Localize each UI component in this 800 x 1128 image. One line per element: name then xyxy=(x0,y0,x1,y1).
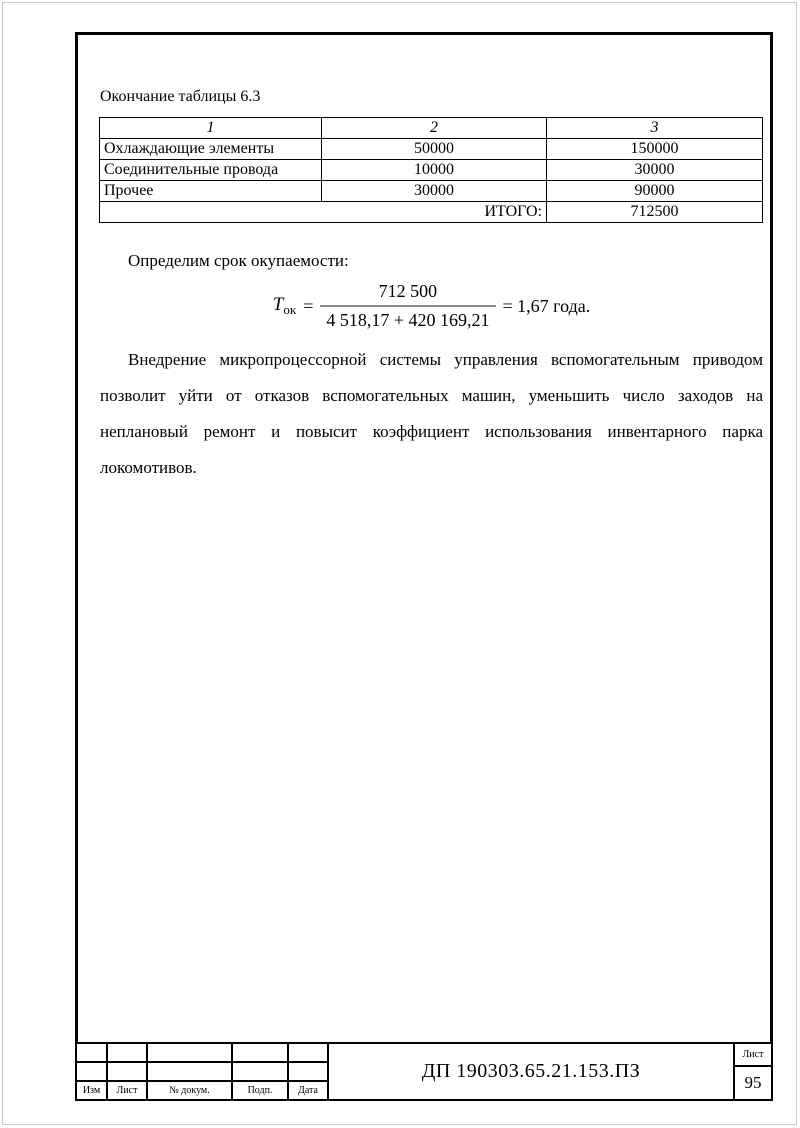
item-value-cell: 150000 xyxy=(547,139,763,160)
sheet-label: Лист xyxy=(735,1044,771,1065)
sheet-number: 95 xyxy=(735,1067,771,1099)
revision-col-label: № докум. xyxy=(148,1082,231,1099)
formula-fraction xyxy=(320,281,495,331)
revision-grid-cell xyxy=(289,1063,327,1080)
formula-result: = 1,67 года. xyxy=(502,295,591,316)
formula-symbol xyxy=(273,294,296,318)
table-header-cell: 1 xyxy=(100,118,322,139)
item-value-cell: 50000 xyxy=(322,139,547,160)
item-value-cell: 10000 xyxy=(322,160,547,181)
item-value-cell: 90000 xyxy=(547,181,763,202)
revision-grid-cell xyxy=(148,1044,231,1061)
table-total-row xyxy=(100,202,763,223)
costs-table xyxy=(99,117,763,223)
table-row xyxy=(100,160,763,181)
revision-grid-cell xyxy=(148,1063,231,1080)
revision-col-label: Дата xyxy=(289,1082,327,1099)
item-value-cell: 30000 xyxy=(322,181,547,202)
table-header-cell: 3 xyxy=(547,118,763,139)
revision-col-label: Изм xyxy=(77,1082,106,1099)
revision-col-label: Лист xyxy=(108,1082,146,1099)
table-continuation-caption: Окончание таблицы 6.3 xyxy=(100,88,261,105)
revision-grid-cell xyxy=(77,1044,106,1061)
table-header-row xyxy=(100,118,763,139)
formula-subscript: ок xyxy=(283,302,297,317)
revision-grid-cell xyxy=(77,1063,106,1080)
item-name-cell: Охлаждающие элементы xyxy=(100,139,322,160)
table-row xyxy=(100,181,763,202)
revision-grid-cell xyxy=(233,1063,287,1080)
revision-grid xyxy=(77,1044,327,1099)
doc-number-cell xyxy=(329,1044,733,1099)
table-row xyxy=(100,139,763,160)
body-paragraph: Внедрение микропроцессорной системы управления вспомогательным приводом позволит уйти от отказов вспомогательных машин, уменьшить число заходов на неплановый ремонт и повысит коэффициент использования инвентарного парка локомотивов. xyxy=(100,350,763,477)
title-block xyxy=(75,1042,773,1101)
fraction-numerator: 712 500 xyxy=(320,281,495,307)
sheet-column xyxy=(735,1044,771,1099)
table-header-cell: 2 xyxy=(322,118,547,139)
revision-col-label: Подп. xyxy=(233,1082,287,1099)
revision-grid-cell xyxy=(233,1044,287,1061)
doc-number: ДП 190303.65.21.153.ПЗ xyxy=(421,1060,641,1082)
formula-equals: = xyxy=(303,295,314,316)
fraction-denominator: 4 518,17 + 420 169,21 xyxy=(326,310,490,330)
revision-grid-cell xyxy=(289,1044,327,1061)
item-name-cell: Прочее xyxy=(100,181,322,202)
payback-intro: Определим срок окупаемости: xyxy=(128,251,349,270)
revision-grid-cell xyxy=(108,1044,146,1061)
payback-formula xyxy=(100,280,763,332)
total-label-cell: ИТОГО: xyxy=(100,202,547,223)
revision-grid-cell xyxy=(108,1063,146,1080)
item-value-cell: 30000 xyxy=(547,160,763,181)
document-page xyxy=(2,2,797,1125)
formula-symbol-letter: T xyxy=(272,294,284,315)
total-value-cell: 712500 xyxy=(547,202,763,223)
item-name-cell: Соединительные провода xyxy=(100,160,322,181)
